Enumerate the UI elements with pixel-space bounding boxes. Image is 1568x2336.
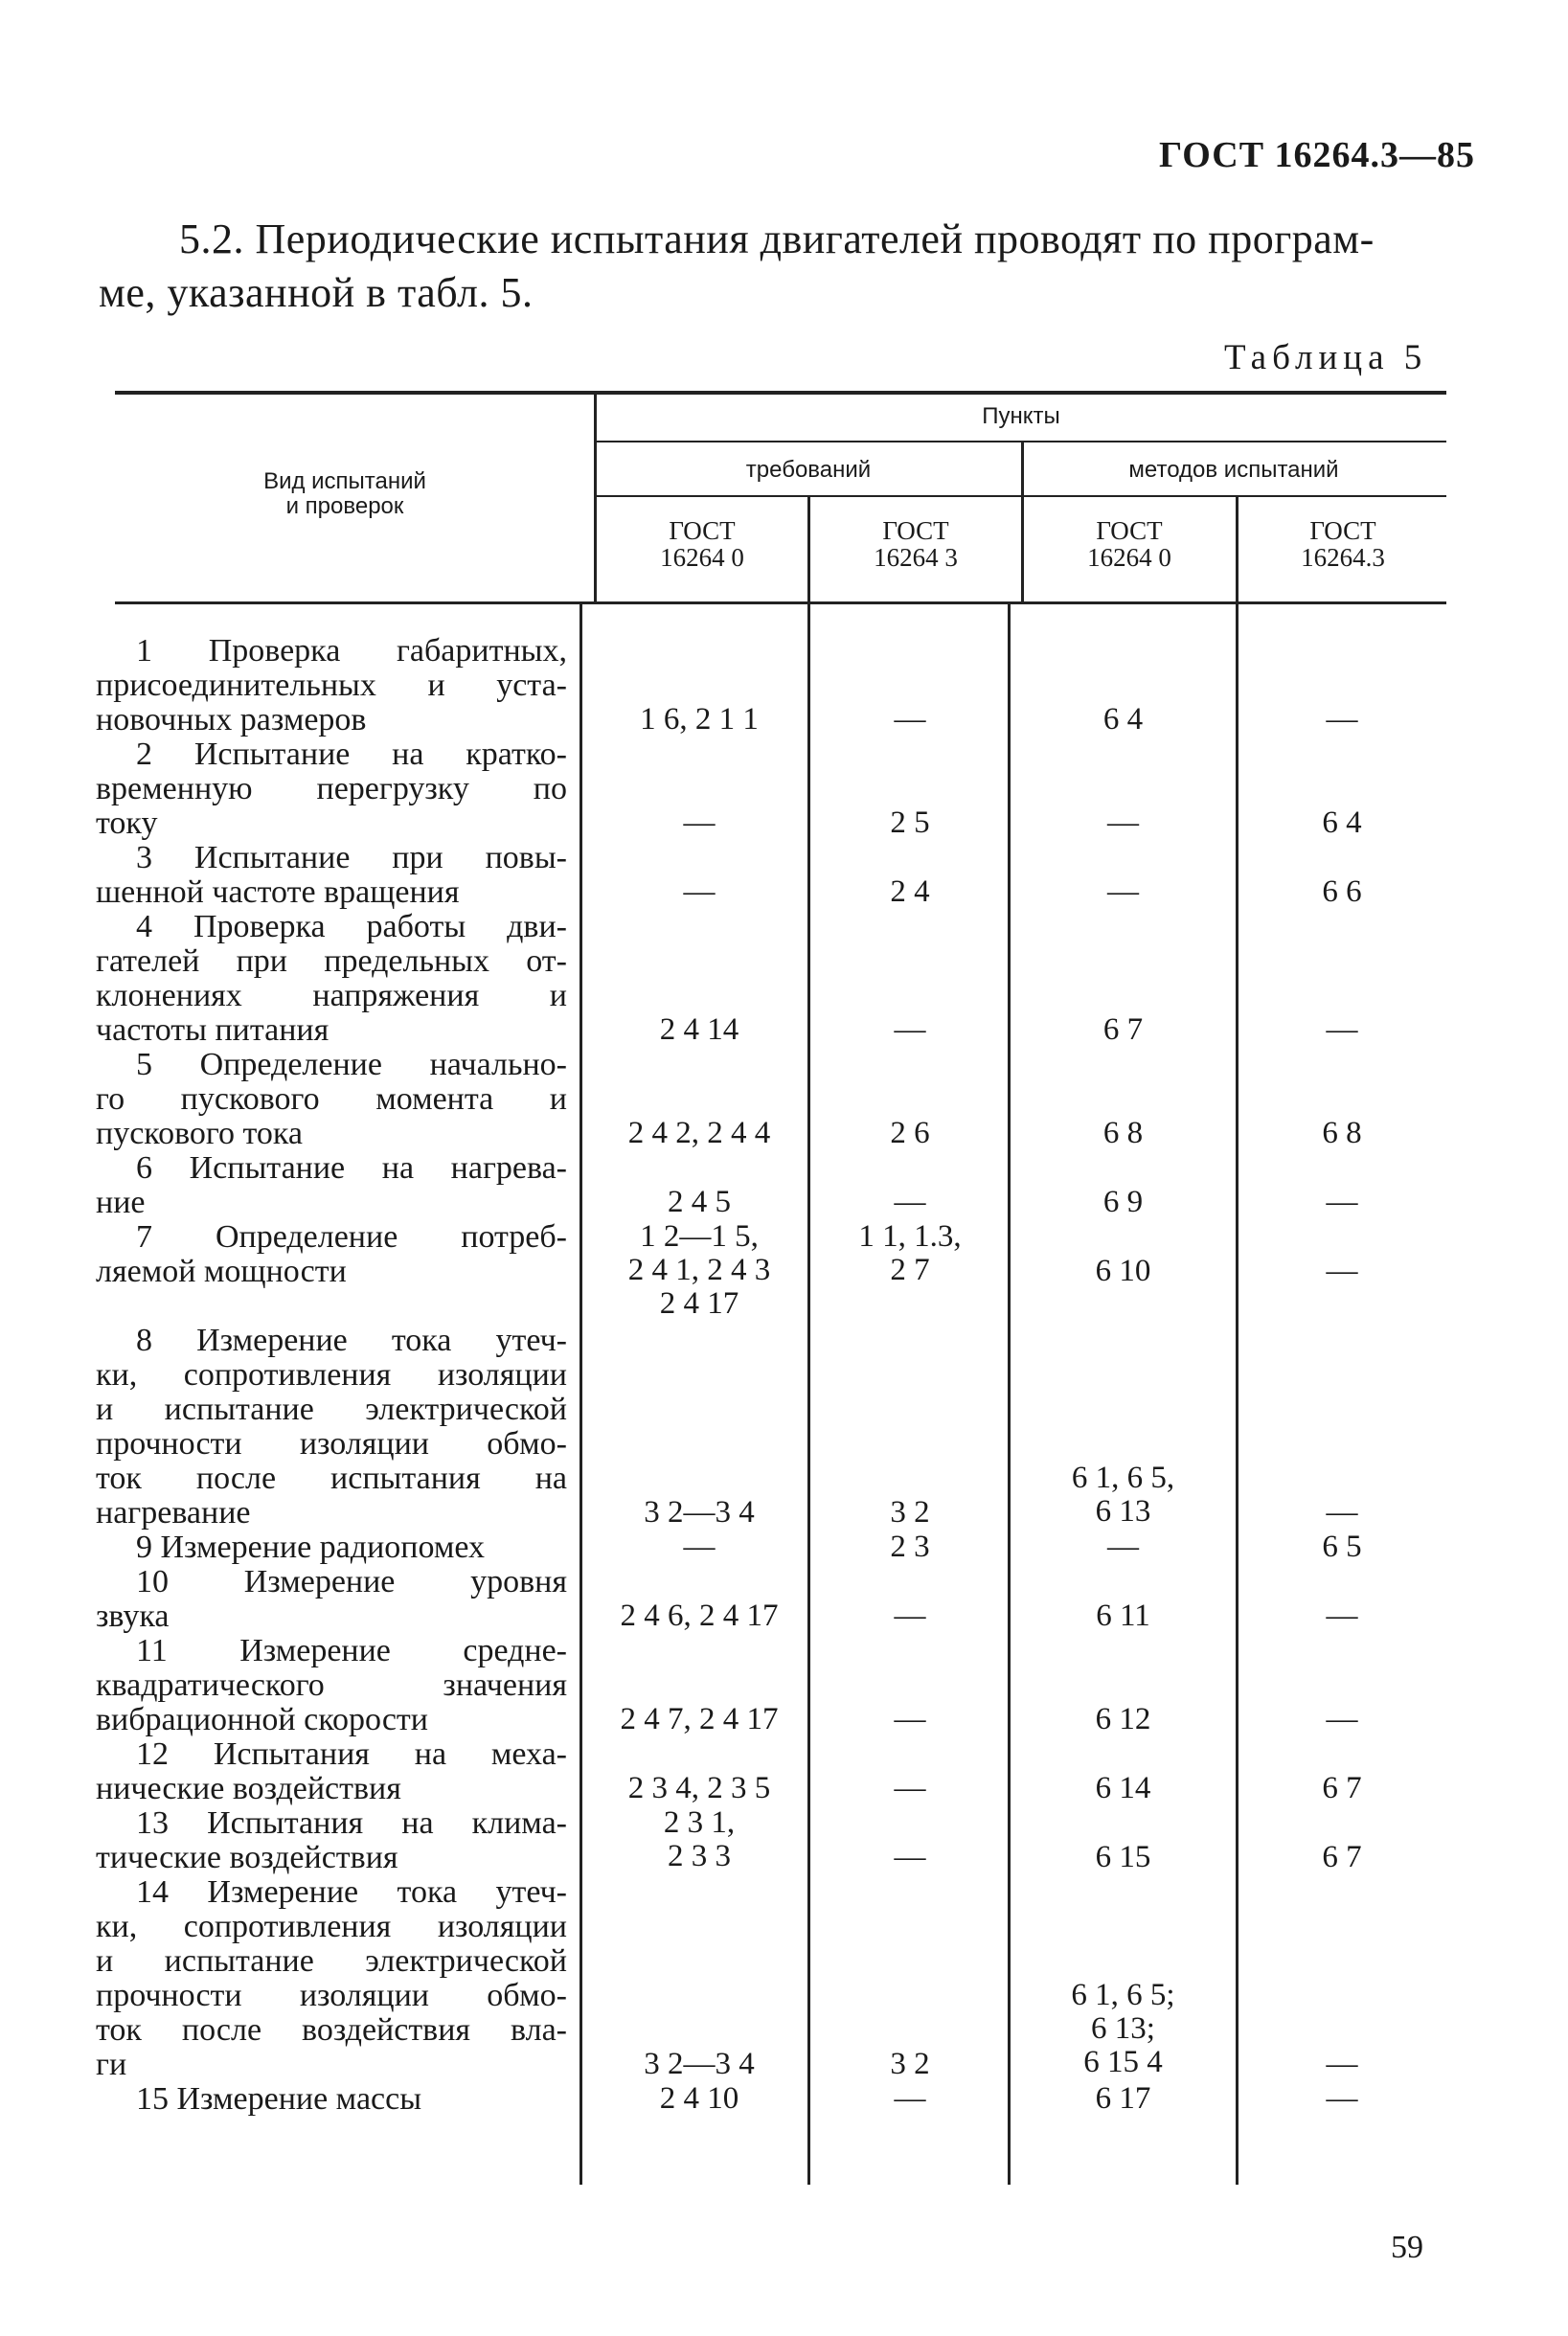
row-12-col-3-line-1: 6 14 — [1095, 1771, 1151, 1805]
row-1-col-1-value — [589, 703, 809, 737]
col-divider-1-body — [579, 604, 582, 2185]
row-3-col-3-line-1: — — [1107, 874, 1139, 909]
row-14-col-2-line-1: 3 2 — [890, 2047, 930, 2081]
row-8-col-2-line-1: 3 2 — [890, 1495, 930, 1530]
row-7-col-1-line-2: 2 4 1, 2 4 3 — [627, 1253, 771, 1287]
row-1-description — [96, 634, 567, 737]
row-10-col-4-value — [1238, 1599, 1446, 1633]
row-7-col-2-line-1: 1 1, 1.3, — [858, 1219, 962, 1254]
row-4-line-2: гателей при предельных от- — [96, 943, 567, 979]
row-11-line-2: квадратического значения — [96, 1667, 567, 1703]
row-13-col-2-line-1: — — [894, 1840, 926, 1874]
row-4-col-4-value — [1238, 1013, 1446, 1047]
row-8-col-1-line-1: 3 2—3 4 — [644, 1495, 755, 1530]
table-caption: Таблица 5 — [1224, 338, 1428, 377]
row-7-col-2-value — [809, 1220, 1011, 1287]
row-9-description — [96, 1531, 567, 1565]
row-14-description — [96, 1875, 567, 2082]
row-13-col-3-line-1: 6 15 — [1095, 1840, 1151, 1874]
row-2-line-2: временную перегрузку по — [96, 771, 567, 806]
row-15-col-2-value — [809, 2082, 1011, 2116]
row-14-col-1-line-1: 3 2—3 4 — [644, 2047, 755, 2081]
row-8-col-3-line-1: 6 1, 6 5, — [1071, 1461, 1175, 1495]
row-1-col-4-value — [1238, 703, 1446, 737]
row-3-col-2-line-1: 2 4 — [890, 874, 930, 909]
header-gost-2: ГОСТ 16264 3 — [874, 516, 958, 572]
row-11-col-3-value — [1011, 1703, 1236, 1736]
row-7-col-4-line-1: — — [1326, 1254, 1358, 1288]
row-7-col-4-value — [1238, 1255, 1446, 1288]
row-6-col-3-value — [1011, 1186, 1236, 1219]
row-13-line-2: тические воздействия — [96, 1840, 398, 1875]
row-12-line-2: нические воздействия — [96, 1771, 401, 1806]
row-3-col-1-value — [589, 875, 809, 909]
row-4-line-1: 4 Проверка работы дви- — [136, 909, 567, 944]
row-11-col-4-value — [1238, 1703, 1446, 1736]
row-4-col-2-line-1: — — [894, 1012, 926, 1047]
row-13-col-1-value — [589, 1806, 809, 1873]
row-5-line-2: го пускового момента и — [96, 1081, 567, 1117]
row-3-description — [96, 841, 567, 910]
row-8-line-5: ток после испытания на — [96, 1461, 567, 1496]
row-4-col-2-value — [809, 1013, 1011, 1047]
row-2-col-4-line-1: 6 4 — [1322, 805, 1362, 840]
row-13-col-2-value — [809, 1841, 1011, 1874]
row-2-col-4-value — [1238, 806, 1446, 840]
row-12-col-1-line-1: 2 3 4, 2 3 5 — [627, 1771, 771, 1805]
row-4-line-4: частоты питания — [96, 1012, 330, 1048]
row-3-col-3-value — [1011, 875, 1236, 909]
row-14-col-4-value — [1238, 2048, 1446, 2081]
row-6-col-3-line-1: 6 9 — [1102, 1185, 1144, 1219]
row-8-col-3-value — [1011, 1462, 1236, 1529]
row-6-col-4-value — [1238, 1186, 1446, 1219]
row-7-line-2: ляемой мощности — [96, 1254, 347, 1289]
row-8-line-2: ки, сопротивления изоляции — [96, 1357, 567, 1393]
row-13-col-1-line-1: 2 3 1, — [663, 1805, 736, 1840]
row-10-col-1-value — [589, 1599, 809, 1633]
table-top-rule — [115, 391, 1446, 395]
row-6-col-4-line-1: — — [1326, 1185, 1358, 1219]
row-3-line-1: 3 Испытание при повы- — [136, 840, 567, 875]
row-11-line-3: вибрационной скорости — [96, 1702, 428, 1737]
row-3-col-4-line-1: 6 6 — [1322, 874, 1362, 909]
row-7-col-1-line-1: 1 2—1 5, — [640, 1219, 759, 1254]
row-15-col-3-line-1: 6 17 — [1095, 2081, 1151, 2116]
intro-line-1: 5.2. Периодические испытания двигателей проводят по програм- — [179, 215, 1375, 262]
row-15-col-3-value — [1011, 2082, 1236, 2116]
row-12-description — [96, 1737, 567, 1806]
row-2-line-1: 2 Испытание на кратко- — [136, 737, 567, 772]
row-1-line-1: 1 Проверка габаритных, — [136, 633, 567, 669]
row-14-col-2-value — [809, 2048, 1011, 2081]
row-9-col-4-line-1: 6 5 — [1322, 1530, 1362, 1564]
col-divider-3-body — [1008, 604, 1011, 2185]
row-14-line-1: 14 Измерение тока утеч- — [136, 1874, 567, 1910]
row-13-line-1: 13 Испытания на клима- — [136, 1805, 567, 1841]
row-9-col-4-value — [1238, 1531, 1446, 1564]
header-group-points: Пункты — [982, 403, 1060, 429]
row-13-col-1-line-2: 2 3 3 — [668, 1839, 731, 1873]
row-8-line-1: 8 Измерение тока утеч- — [136, 1323, 567, 1358]
row-2-line-3: току — [96, 805, 158, 841]
row-8-line-3: и испытание электрической — [96, 1392, 567, 1427]
row-7-col-3-value — [1011, 1255, 1236, 1288]
row-3-col-4-value — [1238, 875, 1446, 909]
row-9-col-2-line-1: 2 3 — [890, 1530, 930, 1564]
row-11-line-1: 11 Измерение средне- — [136, 1633, 567, 1668]
row-5-line-3: пускового тока — [96, 1116, 304, 1151]
row-4-line-3: клонениях напряжения и — [96, 978, 567, 1013]
row-15-line-1: 15 Измерение массы — [136, 2081, 422, 2117]
row-8-line-4: прочности изоляции обмо- — [96, 1426, 567, 1462]
col-divider-4-body — [1236, 604, 1238, 2185]
row-15-col-4-value — [1238, 2082, 1446, 2116]
row-1-col-4-line-1: — — [1326, 702, 1358, 737]
row-14-col-4-line-1: — — [1326, 2047, 1358, 2081]
row-5-col-1-value — [589, 1117, 809, 1150]
row-9-col-1-value — [589, 1531, 809, 1564]
row-1-col-1-line-1: 1 6, 2 1 1 — [640, 702, 759, 737]
row-15-col-1-value — [589, 2082, 809, 2116]
row-2-col-1-line-1: — — [683, 805, 716, 840]
row-8-line-6: нагревание — [96, 1495, 251, 1531]
row-10-col-3-line-1: 6 11 — [1096, 1599, 1150, 1633]
row-12-line-1: 12 Испытания на меха- — [136, 1736, 567, 1772]
row-6-col-1-value — [589, 1186, 809, 1219]
row-6-line-1: 6 Испытание на нагрева- — [136, 1150, 567, 1186]
standard-header: ГОСТ 16264.3—85 — [1159, 135, 1476, 175]
row-7-description — [96, 1220, 567, 1289]
row-8-col-2-value — [809, 1496, 1011, 1530]
row-10-line-1: 10 Измерение уровня — [136, 1564, 567, 1599]
header-test-type: Вид испытаний и проверок — [263, 468, 426, 519]
row-7-col-1-line-3: 2 4 17 — [659, 1286, 739, 1321]
row-10-col-3-value — [1011, 1599, 1236, 1633]
row-10-col-4-line-1: — — [1326, 1599, 1358, 1633]
row-14-col-3-value — [1011, 1979, 1236, 2079]
row-9-col-1-line-1: — — [683, 1530, 716, 1564]
row-1-line-2: присоединительных и уста- — [96, 668, 567, 703]
row-8-col-4-line-1: — — [1326, 1495, 1358, 1530]
row-9-col-2-value — [809, 1531, 1011, 1564]
row-4-col-1-value — [589, 1013, 809, 1047]
row-12-col-1-value — [589, 1772, 809, 1805]
row-11-col-4-line-1: — — [1326, 1702, 1358, 1736]
row-7-col-2-line-2: 2 7 — [890, 1253, 930, 1287]
row-4-col-3-line-1: 6 7 — [1102, 1012, 1144, 1047]
row-9-col-3-line-1: — — [1107, 1530, 1139, 1564]
row-10-col-2-line-1: — — [894, 1599, 926, 1633]
row-4-col-4-line-1: — — [1326, 1012, 1358, 1047]
row-6-col-1-line-1: 2 4 5 — [668, 1185, 731, 1219]
row-4-col-3-value — [1011, 1013, 1236, 1047]
row-11-col-1-value — [589, 1703, 809, 1736]
row-11-col-2-line-1: — — [894, 1702, 926, 1736]
row-4-col-1-line-1: 2 4 14 — [659, 1012, 739, 1047]
row-2-description — [96, 737, 567, 841]
row-14-line-2: ки, сопротивления изоляции — [96, 1909, 567, 1944]
row-2-col-3-line-1: — — [1107, 805, 1139, 840]
row-6-description — [96, 1151, 567, 1220]
row-5-col-1-line-1: 2 4 2, 2 4 4 — [627, 1116, 771, 1150]
row-14-col-3-line-3: 6 15 4 — [1083, 2045, 1163, 2079]
row-2-col-2-value — [809, 806, 1011, 840]
row-10-description — [96, 1565, 567, 1634]
row-14-line-3: и испытание электрической — [96, 1943, 567, 1979]
row-3-col-1-line-1: — — [683, 874, 716, 909]
intro-line-2: ме, указанной в табл. 5. — [99, 269, 534, 316]
row-12-col-4-line-1: 6 7 — [1322, 1771, 1362, 1805]
row-5-col-3-line-1: 6 8 — [1102, 1116, 1144, 1150]
row-3-col-2-value — [809, 875, 1011, 909]
row-8-col-1-value — [589, 1496, 809, 1530]
header-requirements: требований — [745, 457, 872, 483]
row-1-line-3: новочных размеров — [96, 702, 367, 737]
row-1-col-2-value — [809, 703, 1011, 737]
row-11-col-3-line-1: 6 12 — [1095, 1702, 1151, 1736]
row-12-col-4-value — [1238, 1772, 1446, 1805]
row-9-line-1: 9 Измерение радиопомех — [136, 1530, 485, 1565]
row-5-col-2-line-1: 2 6 — [890, 1116, 930, 1150]
row-15-col-2-line-1: — — [894, 2081, 926, 2116]
row-11-col-1-line-1: 2 4 7, 2 4 17 — [620, 1702, 779, 1736]
row-10-col-2-value — [809, 1599, 1011, 1633]
header-gost-4: ГОСТ 16264.3 — [1301, 516, 1385, 572]
row-14-line-5: ток после воздействия вла- — [96, 2012, 567, 2048]
header-bottom-rule — [115, 601, 1446, 604]
header-gost-1: ГОСТ 16264 0 — [660, 516, 744, 572]
row-5-col-2-value — [809, 1117, 1011, 1150]
row-12-col-3-value — [1011, 1772, 1236, 1805]
row-14-col-3-line-1: 6 1, 6 5; — [1071, 1978, 1175, 2012]
row-13-col-4-line-1: 6 7 — [1322, 1840, 1362, 1874]
row-5-description — [96, 1048, 567, 1151]
row-5-col-3-value — [1011, 1117, 1236, 1150]
col-divider-2-body — [807, 604, 810, 2185]
row-5-col-4-line-1: 6 8 — [1322, 1116, 1362, 1150]
row-14-col-1-value — [589, 2048, 809, 2081]
row-14-line-6: ги — [96, 2047, 127, 2082]
row-8-col-3-line-2: 6 13 — [1095, 1494, 1151, 1529]
row-2-col-1-value — [589, 806, 809, 840]
row-12-col-2-line-1: — — [894, 1771, 926, 1805]
row-15-col-1-line-1: 2 4 10 — [659, 2081, 739, 2116]
page-number: 59 — [1391, 2230, 1423, 2265]
row-4-description — [96, 910, 567, 1048]
row-7-col-1-value — [589, 1220, 809, 1321]
row-2-col-3-value — [1011, 806, 1236, 840]
row-15-col-4-line-1: — — [1326, 2081, 1358, 2116]
row-11-col-2-value — [809, 1703, 1011, 1736]
header-test-methods: методов испытаний — [1128, 457, 1339, 483]
row-6-col-2-line-1: — — [894, 1185, 926, 1219]
row-5-line-1: 5 Определение начально- — [136, 1047, 567, 1082]
row-1-col-3-value — [1011, 703, 1236, 737]
row-1-col-2-line-1: — — [894, 702, 926, 737]
row-2-col-2-line-1: 2 5 — [890, 805, 930, 840]
row-13-col-4-value — [1238, 1841, 1446, 1874]
row-8-col-4-value — [1238, 1496, 1446, 1530]
row-13-description — [96, 1806, 567, 1875]
row-10-line-2: звука — [96, 1599, 170, 1634]
row-14-line-4: прочности изоляции обмо- — [96, 1978, 567, 2013]
row-1-col-3-line-1: 6 4 — [1102, 702, 1144, 737]
row-11-description — [96, 1634, 567, 1737]
row-14-col-3-line-2: 6 13; — [1091, 2011, 1155, 2046]
row-8-description — [96, 1324, 567, 1531]
row-9-col-3-value — [1011, 1531, 1236, 1564]
row-7-col-3-line-1: 6 10 — [1095, 1254, 1151, 1288]
row-10-col-1-line-1: 2 4 6, 2 4 17 — [620, 1599, 779, 1633]
row-12-col-2-value — [809, 1772, 1011, 1805]
row-5-col-4-value — [1238, 1117, 1446, 1150]
row-15-description — [96, 2082, 567, 2117]
row-6-line-2: ние — [96, 1185, 146, 1220]
row-13-col-3-value — [1011, 1841, 1236, 1874]
row-6-col-2-value — [809, 1186, 1011, 1219]
row-7-line-1: 7 Определение потреб- — [136, 1219, 567, 1255]
row-3-line-2: шенной частоте вращения — [96, 874, 460, 910]
header-gost-3: ГОСТ 16264 0 — [1087, 516, 1171, 572]
